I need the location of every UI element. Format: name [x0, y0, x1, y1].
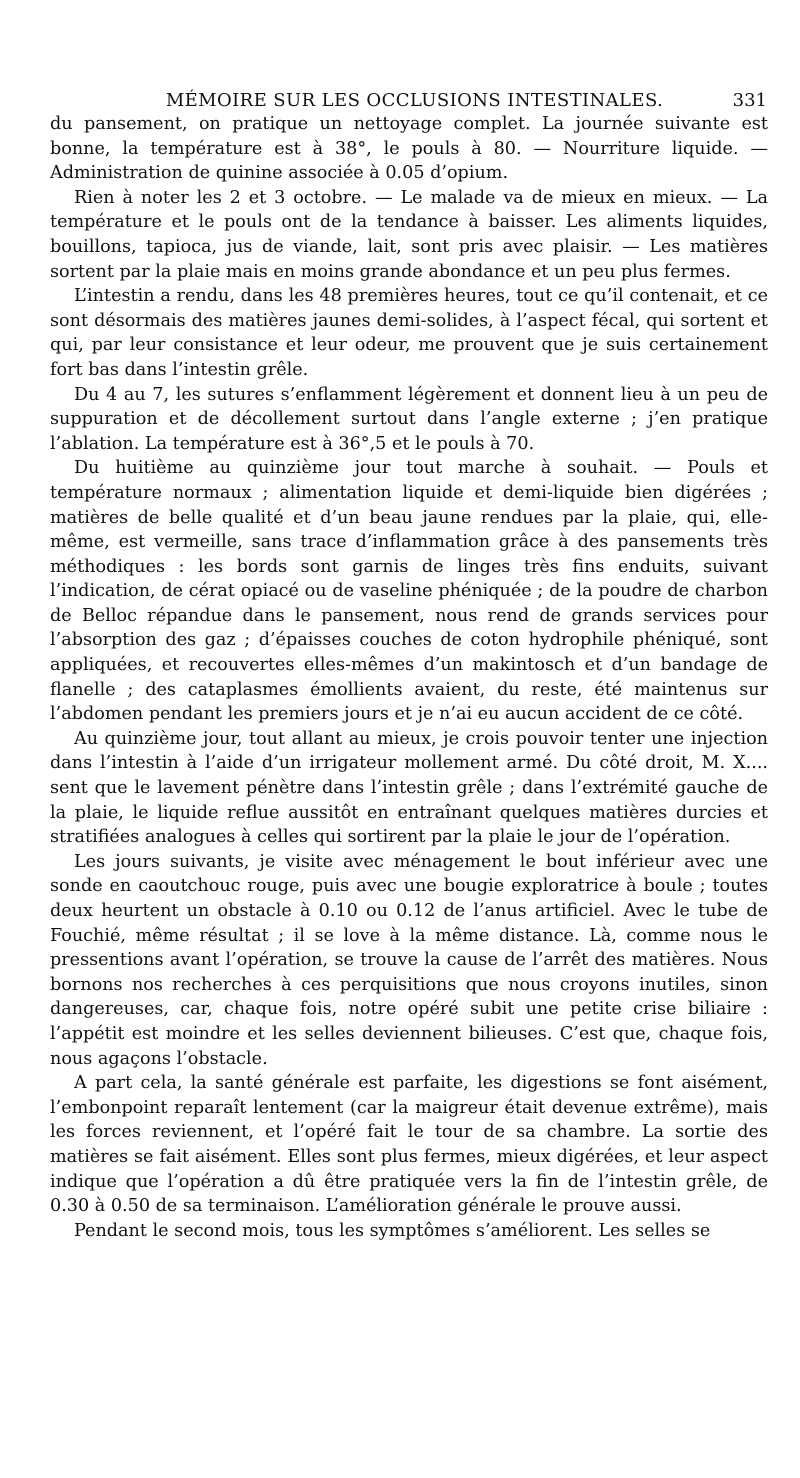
- body-text: [50, 112, 768, 1243]
- paragraph: Les jours suivants, je visite avec ménagement le bout inférieur avec une sonde en caoutchouc rouge, puis avec une bougie exploratrice à boule ; toutes deux heurtent un obstacle à 0.10 ou 0.12 de l’anus artificiel. Avec le tube de Fouchié, même résultat ; il se love à la même distance. Là, comme nous le pressentions avant l’opération, se trouve la cause de l’arrêt des matières. Nous bornons nos recherches à ces perquisitions que nous croyons inutiles, sinon dangereuses, car, chaque fois, notre opéré subit une petite crise biliaire : l’appétit est moindre et les selles deviennent bilieuses. C’est que, chaque fois, nous agaçons l’obstacle.: [50, 851, 768, 1069]
- paragraph: Du 4 au 7, les sutures s’enflamment légèrement et donnent lieu à un peu de suppuration et de décollement surtout dans l’angle externe ; j’en pratique l’ablation. La température est à 36°,5 et le pouls à 70.: [50, 384, 768, 454]
- paragraph: L’intestin a rendu, dans les 48 premières heures, tout ce qu’il contenait, et ce sont désormais des matières jaunes demi-solides, à l’aspect fécal, qui sortent et qui, par leur consistance et leur odeur, me prouvent que je suis certainement fort bas dans l’intestin grêle.: [50, 286, 768, 380]
- paragraph: Rien à noter les 2 et 3 octobre. — Le malade va de mieux en mieux. — La température et le pouls ont de la tendance à baisser. Les aliments liquides, bouillons, tapioca, jus de viande, lait, sont pris avec plaisir. — Les matières sortent par la plaie mais en moins grande abondance et un peu plus fermes.: [50, 187, 768, 282]
- paragraph: Au quinzième jour, tout allant au mieux, je crois pouvoir tenter une injection dans l’intestin à l’aide d’un irrigateur mollement armé. Du côté droit, M. X.... sent que le lavement pénètre dans l’intestin grêle ; dans l’extrémité gauche de la plaie, le liquide reflue aussitôt en entraînant quelques matières durcies et stratifiées analogues à celles qui sortirent par la plaie le jour de l’opération.: [50, 728, 768, 848]
- paragraph: Du huitième au quinzième jour tout marche à souhait. — Pouls et température normaux ; alimentation liquide et demi-liquide bien digérées ; matières de belle qualité et d’un beau jaune rendues par la plaie, qui, elle-même, est vermeille, sans trace d’inflammation grâce à des pansements très méthodiques : les bords sont garnis de linges très fins enduits, suivant l’indication, de cérat opiacé ou de vaseline phéniquée ; de la poudre de charbon de Belloc répandue dans le pansement, nous rend de grands services pour l’absorption des gaz ; d’épaisses couches de coton hydrophile phéniqué, sont appliquées, et recouvertes elles-mêmes d’un makintosch et d’un bandage de flanelle ; des cataplasmes émollients avaient, du reste, été maintenus sur l’abdomen pendant les premiers jours et je n’ai eu aucun accident de ce côté.: [50, 458, 768, 725]
- page-number: 331: [732, 90, 767, 111]
- running-title: MÉMOIRE SUR LES OCCLUSIONS INTESTINALES.: [165, 90, 664, 111]
- paragraph: du pansement, on pratique un nettoyage complet. La journée suivante est bonne, la température est à 38°, le pouls à 80. — Nourriture liquide. — Administration de quinine associée à 0.05 d’opium.: [50, 114, 768, 184]
- paragraph: Pendant le second mois, tous les symptômes s’améliorent. Les selles se: [74, 1220, 711, 1241]
- paragraph: A part cela, la santé générale est parfaite, les digestions se font aisément, l’embonpoint reparaît lentement (car la maigreur était devenue extrême), mais les forces reviennent, et l’opéré fait le tour de sa chambre. La sortie des matières se fait aisément. Elles sont plus fermes, mieux digérées, et leur aspect indique que l’opération a dû être pratiquée vers la fin de l’intestin grêle, de 0.30 à 0.50 de sa terminaison. L’amélioration générale le prouve aussi.: [50, 1073, 768, 1217]
